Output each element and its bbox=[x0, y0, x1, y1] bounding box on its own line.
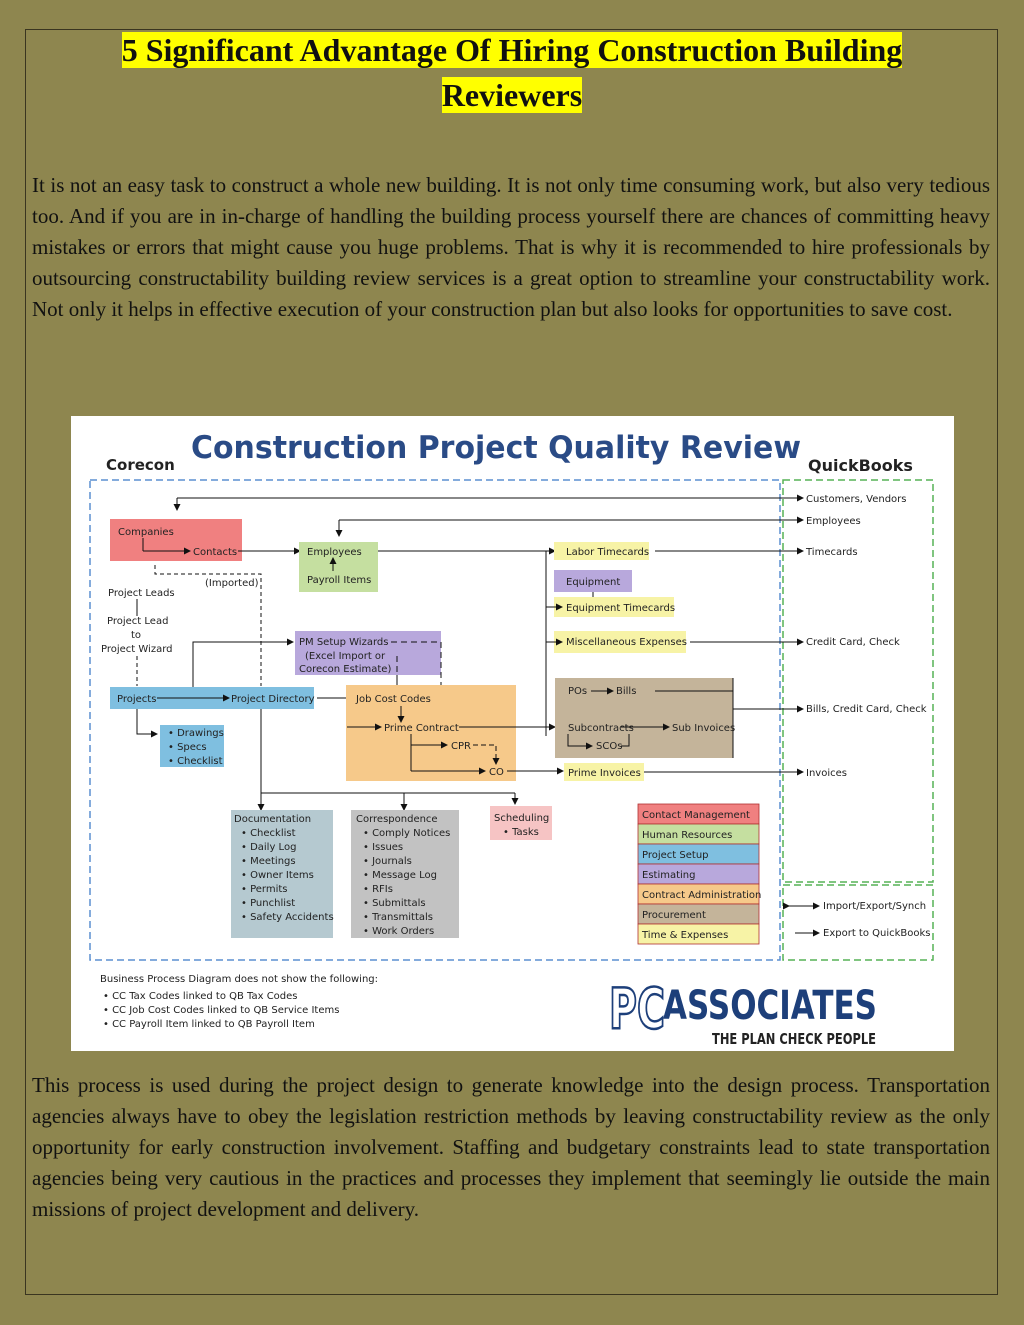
sub-invoices-label: Sub Invoices bbox=[672, 723, 736, 734]
co-label: CO bbox=[489, 767, 504, 778]
project-leads-label: Project Leads bbox=[108, 588, 175, 599]
cpr-label: CPR bbox=[451, 741, 471, 752]
quickbooks-item: Invoices bbox=[806, 768, 847, 779]
documentation-item: • Safety Accidents bbox=[241, 912, 334, 923]
legend-label: Human Resources bbox=[642, 830, 733, 841]
pos-label: POs bbox=[568, 686, 588, 697]
quickbooks-item: Timecards bbox=[806, 547, 858, 558]
correspondence-item: • RFIs bbox=[363, 884, 393, 895]
correspondence-item: • Comply Notices bbox=[363, 828, 451, 839]
documentation-item: • Permits bbox=[241, 884, 288, 895]
correspondence-item: • Transmittals bbox=[363, 912, 433, 923]
correspondence-item: • Message Log bbox=[363, 870, 437, 881]
labor-timecards-label: Labor Timecards bbox=[566, 547, 650, 558]
quickbooks-items bbox=[805, 494, 927, 779]
import-export-label: Import/Export/Synch bbox=[823, 901, 927, 912]
process-diagram bbox=[71, 416, 954, 1051]
imported-label: (Imported) bbox=[205, 578, 259, 589]
documentation-item: • Owner Items bbox=[241, 870, 314, 881]
project-docs-2: • Specs bbox=[168, 742, 207, 753]
correspondence-title: Correspondence bbox=[356, 814, 438, 825]
notes-title: Business Process Diagram does not show the following: bbox=[100, 974, 379, 985]
legend-label: Project Setup bbox=[642, 850, 709, 861]
prime-invoices-label: Prime Invoices bbox=[568, 768, 641, 779]
quickbooks-boundary bbox=[783, 480, 933, 882]
bills-label: Bills bbox=[616, 686, 637, 697]
pm-setup-line1: PM Setup Wizards bbox=[299, 637, 389, 648]
project-lead-wizard-line3: Project Wizard bbox=[101, 644, 173, 655]
scheduling-tasks: • Tasks bbox=[503, 827, 539, 838]
scos-label: SCOs bbox=[596, 741, 623, 752]
project-lead-wizard-line2: to bbox=[131, 630, 142, 641]
legend-label: Procurement bbox=[642, 910, 706, 921]
payroll-items-label: Payroll Items bbox=[307, 575, 372, 586]
scheduling-title: Scheduling bbox=[494, 813, 550, 824]
project-docs-1: • Drawings bbox=[168, 728, 224, 739]
export-qb-label: Export to QuickBooks bbox=[823, 928, 931, 939]
page-title: 5 Significant Advantage Of Hiring Construction Building Reviewers bbox=[121, 32, 903, 113]
pc-associates-logo bbox=[609, 977, 877, 1048]
documentation-item: • Daily Log bbox=[241, 842, 297, 853]
legend-label: Contract Administration bbox=[642, 890, 762, 901]
documentation-item: • Checklist bbox=[241, 828, 296, 839]
quickbooks-label: QuickBooks bbox=[808, 456, 913, 475]
pm-setup-line3: Corecon Estimate) bbox=[299, 664, 392, 675]
diagram-title: Construction Project Quality Review bbox=[191, 430, 801, 466]
pm-setup-line2: (Excel Import or bbox=[305, 651, 386, 662]
quickbooks-item: Credit Card, Check bbox=[806, 637, 900, 648]
legend-label: Time & Expenses bbox=[642, 930, 729, 941]
projects-label: Projects bbox=[117, 694, 157, 705]
logo-name: ASSOCIATES bbox=[663, 983, 877, 1029]
companies-label: Companies bbox=[118, 527, 174, 538]
contacts-label: Contacts bbox=[193, 547, 238, 558]
note-item: • CC Payroll Item linked to QB Payroll Item bbox=[103, 1019, 315, 1030]
legend-label: Contact Management bbox=[642, 810, 750, 821]
equipment-label: Equipment bbox=[566, 577, 621, 588]
project-directory-label: Project Directory bbox=[231, 694, 315, 705]
notes-list bbox=[103, 991, 339, 1030]
legend-label: Estimating bbox=[642, 870, 696, 881]
prime-contract-label: Prime Contract bbox=[384, 723, 459, 734]
closing-paragraph: This process is used during the project design to generate knowledge into the design process. Transportation agencies always have to obey the legislation restriction methods by leaving constructability review as the only opportunity for early construction involvement. Staffing and budgetary constraints lead to state transportation agencies being very cautious in the practices and processes they implement that seemingly lie outside the main missions of project development and delivery. bbox=[32, 1073, 990, 1221]
employees-label: Employees bbox=[307, 547, 362, 558]
misc-expenses-label: Miscellaneous Expenses bbox=[566, 637, 687, 648]
note-item: • CC Job Cost Codes linked to QB Service Items bbox=[103, 1005, 340, 1016]
intro-paragraph: It is not an easy task to construct a whole new building. It is not only time consuming work, but also very tedious too. And if you are in in-charge of handling the building process yourself there are chances of committing heavy mistakes or errors that might cause you huge problems. That is why it is recommended to hire professionals by outsourcing constructability building review services is a great option to streamline your constructability work. Not only it helps in effective execution of your construction plan but also looks for opportunities to save cost. bbox=[32, 173, 990, 321]
project-docs-3: • Checklist bbox=[168, 756, 223, 767]
subcontracts-label: Subcontracts bbox=[568, 723, 634, 734]
documentation-title: Documentation bbox=[234, 814, 312, 825]
sync-legend-boundary bbox=[783, 885, 933, 960]
correspondence-item: • Submittals bbox=[363, 898, 426, 909]
logo-tagline: THE PLAN CHECK PEOPLE bbox=[712, 1030, 876, 1048]
correspondence-item: • Issues bbox=[363, 842, 404, 853]
logo-pc: PC bbox=[609, 977, 665, 1042]
color-legend bbox=[638, 804, 761, 944]
project-lead-wizard-line1: Project Lead bbox=[107, 616, 169, 627]
quickbooks-item: Employees bbox=[806, 516, 861, 527]
quickbooks-item: Bills, Credit Card, Check bbox=[806, 704, 927, 715]
job-cost-codes-label: Job Cost Codes bbox=[356, 694, 431, 705]
documentation-item: • Punchlist bbox=[241, 898, 296, 909]
quickbooks-item: Customers, Vendors bbox=[806, 494, 907, 505]
note-item: • CC Tax Codes linked to QB Tax Codes bbox=[103, 991, 298, 1002]
correspondence-item: • Work Orders bbox=[363, 926, 435, 937]
corecon-label: Corecon bbox=[106, 456, 175, 474]
correspondence-item: • Journals bbox=[363, 856, 412, 867]
documentation-item: • Meetings bbox=[241, 856, 296, 867]
equipment-timecards-label: Equipment Timecards bbox=[566, 603, 676, 614]
